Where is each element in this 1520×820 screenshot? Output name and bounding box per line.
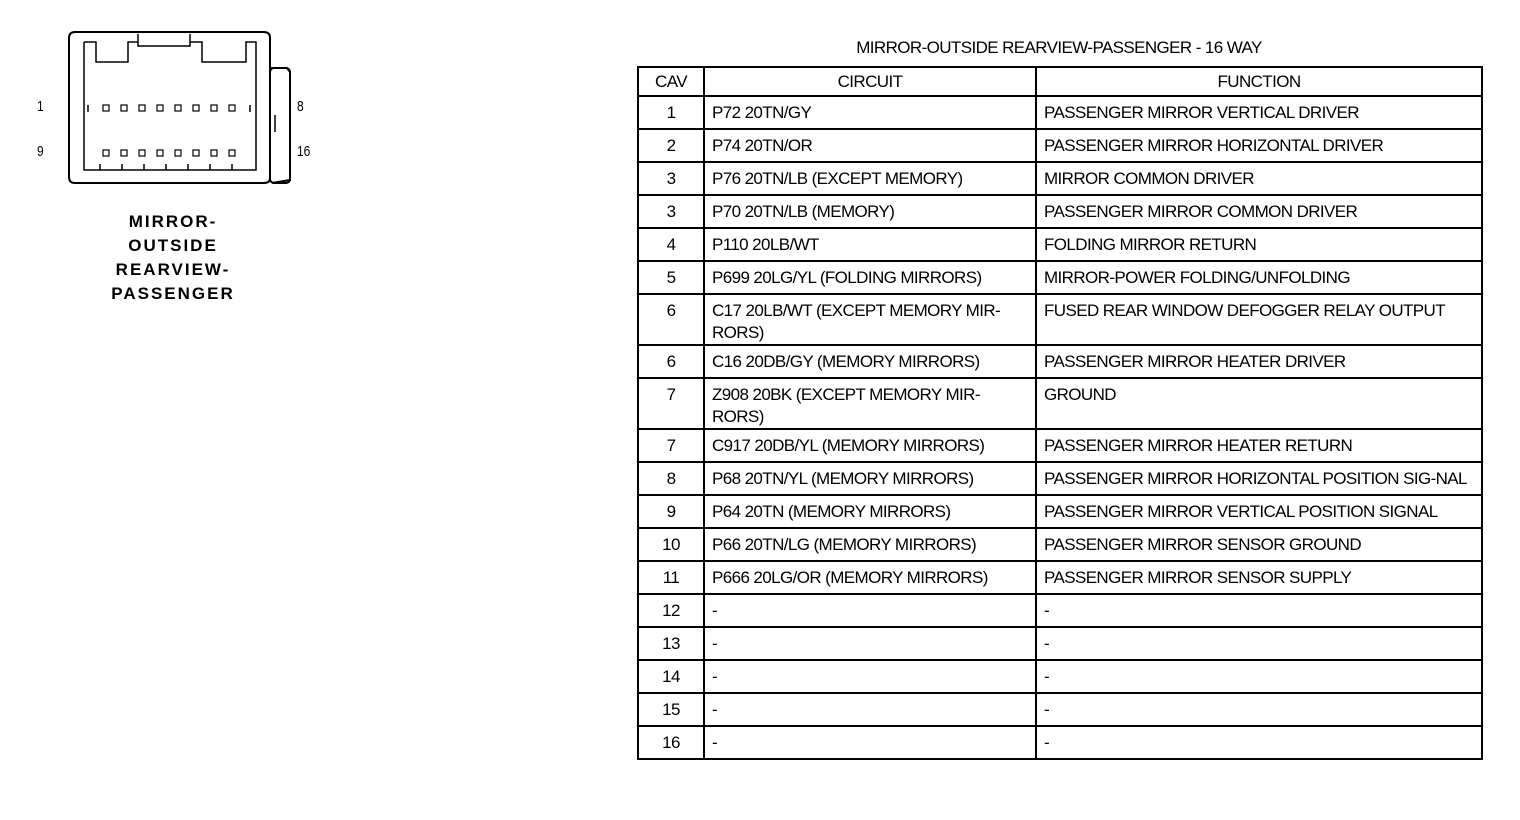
cell-cav: 6 <box>638 345 704 378</box>
cell-function: GROUND <box>1036 378 1482 429</box>
pin-label-16: 16 <box>297 143 311 160</box>
table-row <box>638 462 1482 495</box>
cell-function: FUSED REAR WINDOW DEFOGGER RELAY OUTPUT <box>1036 294 1482 345</box>
cell-function: PASSENGER MIRROR HEATER DRIVER <box>1036 345 1482 378</box>
cell-circuit: - <box>704 693 1036 726</box>
cell-function: PASSENGER MIRROR VERTICAL POSITION SIGNAL <box>1036 495 1482 528</box>
cell-circuit: - <box>704 660 1036 693</box>
connector-diagram <box>20 20 340 200</box>
cell-circuit: P70 20TN/LB (MEMORY) <box>704 195 1036 228</box>
cell-function: PASSENGER MIRROR SENSOR SUPPLY <box>1036 561 1482 594</box>
cell-circuit: P68 20TN/YL (MEMORY MIRRORS) <box>704 462 1036 495</box>
cell-circuit: C917 20DB/YL (MEMORY MIRRORS) <box>704 429 1036 462</box>
connector-name-line: REARVIEW- <box>115 260 231 279</box>
table-row <box>638 726 1482 759</box>
cell-function: MIRROR COMMON DRIVER <box>1036 162 1482 195</box>
table-row <box>638 228 1482 261</box>
cell-function: PASSENGER MIRROR COMMON DRIVER <box>1036 195 1482 228</box>
cell-circuit: P66 20TN/LG (MEMORY MIRRORS) <box>704 528 1036 561</box>
cell-circuit: P666 20LG/OR (MEMORY MIRRORS) <box>704 561 1036 594</box>
cell-function: PASSENGER MIRROR SENSOR GROUND <box>1036 528 1482 561</box>
connector-outline <box>20 20 340 200</box>
cell-circuit: - <box>704 627 1036 660</box>
header-circuit: CIRCUIT <box>704 67 1036 96</box>
cell-cav: 5 <box>638 261 704 294</box>
cell-cav: 3 <box>638 195 704 228</box>
table-row <box>638 129 1482 162</box>
cell-cav: 10 <box>638 528 704 561</box>
cell-function: FOLDING MIRROR RETURN <box>1036 228 1482 261</box>
cell-cav: 13 <box>638 627 704 660</box>
cell-cav: 15 <box>638 693 704 726</box>
cell-function: PASSENGER MIRROR HEATER RETURN <box>1036 429 1482 462</box>
table-row <box>638 378 1482 429</box>
cell-cav: 7 <box>638 378 704 429</box>
cell-function: - <box>1036 693 1482 726</box>
table-header-row <box>638 67 1482 96</box>
table-row <box>638 528 1482 561</box>
table-row <box>638 594 1482 627</box>
connector-name-line: PASSENGER <box>111 284 235 303</box>
table-row <box>638 495 1482 528</box>
cell-function: - <box>1036 627 1482 660</box>
cell-circuit: C16 20DB/GY (MEMORY MIRRORS) <box>704 345 1036 378</box>
cell-circuit: P110 20LB/WT <box>704 228 1036 261</box>
cell-cav: 1 <box>638 96 704 129</box>
header-cav: CAV <box>638 67 704 96</box>
cell-cav: 12 <box>638 594 704 627</box>
cell-cav: 4 <box>638 228 704 261</box>
table-row <box>638 294 1482 345</box>
cell-circuit: - <box>704 594 1036 627</box>
connector-name-line: MIRROR- <box>128 212 218 231</box>
cell-function: PASSENGER MIRROR HORIZONTAL DRIVER <box>1036 129 1482 162</box>
connector-name-line: OUTSIDE <box>128 236 218 255</box>
cell-cav: 2 <box>638 129 704 162</box>
table-row <box>638 162 1482 195</box>
cell-circuit: P76 20TN/LB (EXCEPT MEMORY) <box>704 162 1036 195</box>
cell-circuit: C17 20LB/WT (EXCEPT MEMORY MIR-RORS) <box>704 294 1036 345</box>
connector-name <box>98 210 248 306</box>
header-function: FUNCTION <box>1036 67 1482 96</box>
table-row <box>638 561 1482 594</box>
cell-cav: 11 <box>638 561 704 594</box>
cell-function: - <box>1036 726 1482 759</box>
cell-circuit: - <box>704 726 1036 759</box>
pin-label-9: 9 <box>37 143 44 160</box>
table-row <box>638 195 1482 228</box>
cell-cav: 8 <box>638 462 704 495</box>
cell-cav: 14 <box>638 660 704 693</box>
cell-circuit: P64 20TN (MEMORY MIRRORS) <box>704 495 1036 528</box>
cell-circuit: Z908 20BK (EXCEPT MEMORY MIR-RORS) <box>704 378 1036 429</box>
cell-cav: 16 <box>638 726 704 759</box>
cell-cav: 9 <box>638 495 704 528</box>
pinout-table <box>637 66 1483 760</box>
pin-label-1: 1 <box>37 98 44 115</box>
table-row <box>638 660 1482 693</box>
cell-cav: 3 <box>638 162 704 195</box>
table-row <box>638 261 1482 294</box>
table-row <box>638 429 1482 462</box>
cell-function: MIRROR-POWER FOLDING/UNFOLDING <box>1036 261 1482 294</box>
table-row <box>638 96 1482 129</box>
cell-cav: 7 <box>638 429 704 462</box>
table-title: MIRROR-OUTSIDE REARVIEW-PASSENGER - 16 WAY <box>856 38 1262 57</box>
cell-function: - <box>1036 594 1482 627</box>
cell-function: PASSENGER MIRROR HORIZONTAL POSITION SIG-NAL <box>1036 462 1482 495</box>
pin-label-8: 8 <box>297 98 304 115</box>
cell-circuit: P74 20TN/OR <box>704 129 1036 162</box>
table-row <box>638 345 1482 378</box>
table-row <box>638 627 1482 660</box>
cell-function: - <box>1036 660 1482 693</box>
table-row <box>638 693 1482 726</box>
cell-cav: 6 <box>638 294 704 345</box>
cell-function: PASSENGER MIRROR VERTICAL DRIVER <box>1036 96 1482 129</box>
cell-circuit: P699 20LG/YL (FOLDING MIRRORS) <box>704 261 1036 294</box>
cell-circuit: P72 20TN/GY <box>704 96 1036 129</box>
